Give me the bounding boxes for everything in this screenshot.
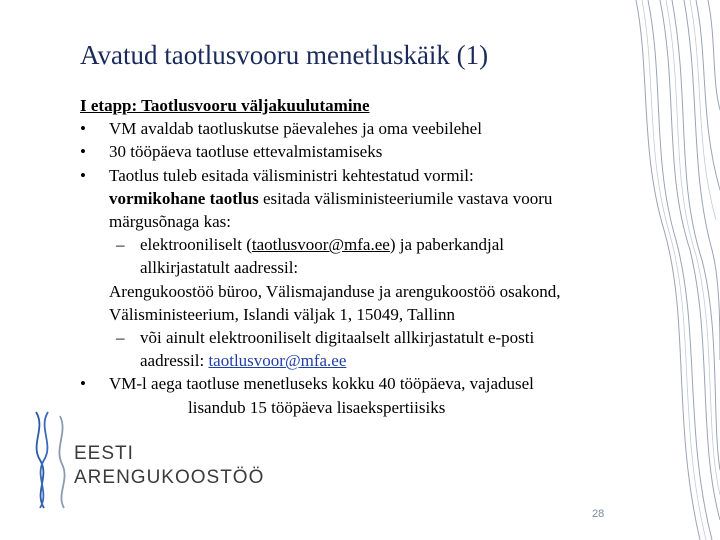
bullet-marker: • xyxy=(80,165,86,185)
bullet-marker: • xyxy=(80,119,86,139)
dash-marker: – xyxy=(116,328,125,348)
bullet-marker: • xyxy=(80,142,86,162)
dash-marker: – xyxy=(116,235,125,255)
address-line2: Välisministeerium, Islandi väljak 1, 15049, Tallinn xyxy=(109,304,456,324)
bullet-item xyxy=(80,372,640,395)
bullet-text: Taotlus tuleb esitada välisministri kehtestatud vormil: xyxy=(109,165,474,185)
sub2-pre: aadressil: xyxy=(140,351,209,371)
sub1-post: ) ja paberkandjal xyxy=(389,235,505,255)
sub1-line2: allkirjastatult aadressil: xyxy=(140,258,299,278)
bullet-text: 30 tööpäeva taotluse ettevalmistamiseks xyxy=(109,142,383,162)
sub-item-electronic-paper xyxy=(80,233,640,256)
form-description xyxy=(80,187,640,210)
sub-item-electronic-only xyxy=(80,326,640,349)
slide-title: Avatud taotlusvooru menetluskäik (1) xyxy=(80,40,489,70)
bullet-item xyxy=(80,164,640,187)
bullet-marker: • xyxy=(80,374,86,394)
logo-line1: EESTI xyxy=(74,443,134,464)
logo-line2: ARENGUKOOSTÖÖ xyxy=(74,467,265,488)
eesti-arengukoostoo-logo xyxy=(74,442,264,490)
form-rest-text: esitada välisministeeriumile vastava vooru xyxy=(258,188,553,208)
stage-heading: I etapp: Taotlusvooru väljakuulutamine xyxy=(80,96,370,115)
slide-content xyxy=(80,94,640,419)
bullet-text: VM-l aega taotluse menetluseks kokku 40 tööpäeva, vajadusel xyxy=(109,374,534,394)
bullet-text: VM avaldab taotluskutse päevalehes ja oma veebilehel xyxy=(109,119,482,139)
address-line1: Arengukoostöö büroo, Välismajanduse ja arengukoostöö osakond, xyxy=(109,281,561,301)
form-description-line2: märgusõnaga kas: xyxy=(109,212,231,232)
page-number: 28 xyxy=(592,508,605,520)
sub1-pre: elektrooniliselt ( xyxy=(140,235,252,255)
email-link[interactable]: taotlusvoor@mfa.ee xyxy=(251,235,390,255)
sub2-line1: või ainult elektrooniliselt digitaalselt allkirjastatult e-posti xyxy=(140,328,535,348)
bullet-item xyxy=(80,140,640,163)
bullet4-line2: lisandub 15 tööpäeva lisaekspertiisiks xyxy=(188,397,446,417)
sub2-line2 xyxy=(80,349,640,372)
email-link-2[interactable]: taotlusvoor@mfa.ee xyxy=(208,351,347,371)
form-bold-text: vormikohane taotlus xyxy=(109,188,259,208)
bullet-item xyxy=(80,117,640,140)
